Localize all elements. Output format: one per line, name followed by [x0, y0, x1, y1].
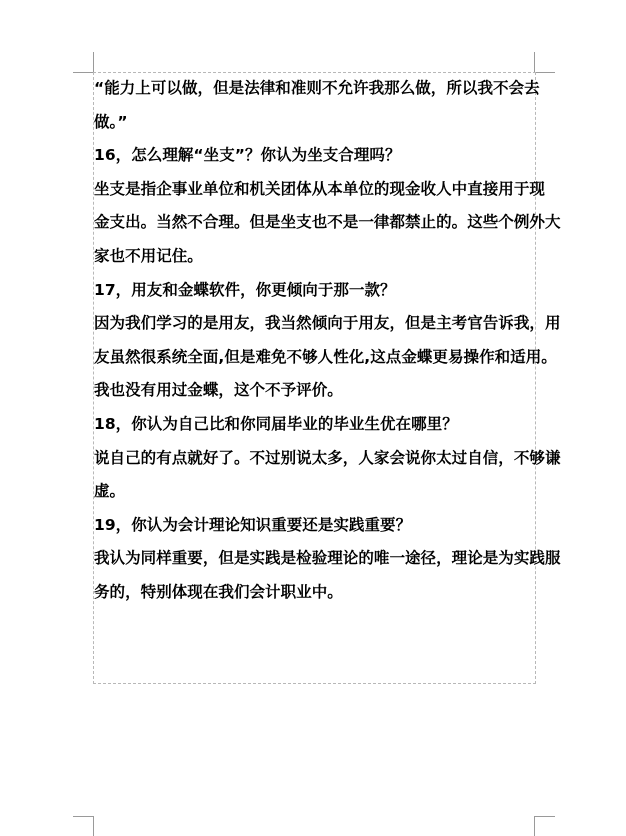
- text-line: 金支出。当然不合理。但是坐支也不是一律都禁止的。这些个例外大: [94, 213, 561, 232]
- question-heading: 18，你认为自己比和你同届毕业的毕业生优在哪里？: [94, 414, 458, 433]
- text-line: 虚。: [94, 482, 126, 501]
- question-heading: 17，用友和金蝶软件，你更倾向于那一款？: [94, 280, 396, 299]
- text-line: “能力上可以做，但是法律和准则不允许我那么做，所以我不会去: [94, 79, 540, 97]
- crop-mark-bottom-right: [534, 816, 555, 836]
- text-line: 做。”: [94, 112, 128, 131]
- text-line: 友虽然很系统全面,但是难免不够人性化,这点金蝶更易操作和适用。: [94, 347, 557, 366]
- question-heading: 19，你认为会计理论知识重要还是实践重要？: [94, 515, 412, 534]
- text-line: 家也不用记住。: [94, 246, 203, 265]
- text-line: 我也没有用过金蝶，这个不予评价。: [94, 381, 343, 400]
- text-line: 我认为同样重要，但是实践是检验理论的唯一途径，理论是为实践服: [94, 549, 561, 568]
- crop-mark-bottom-left: [73, 816, 94, 836]
- text-line: 务的，特别体现在我们会计职业中。: [94, 582, 343, 601]
- crop-mark-top-right: [534, 52, 555, 73]
- text-line: 因为我们学习的是用友，我当然倾向于用友，但是主考官告诉我，用: [94, 314, 561, 333]
- question-heading: 16，怎么理解“坐支”？你认为坐支合理吗？: [94, 146, 401, 165]
- text-line: 坐支是指企事业单位和机关团体从本单位的现金收人中直接用于现: [94, 179, 545, 198]
- crop-mark-top-left: [73, 52, 94, 73]
- document-body[interactable]: [94, 72, 561, 610]
- text-line: 说自己的有点就好了。不过别说太多，人家会说你太过自信，不够谦: [94, 448, 561, 467]
